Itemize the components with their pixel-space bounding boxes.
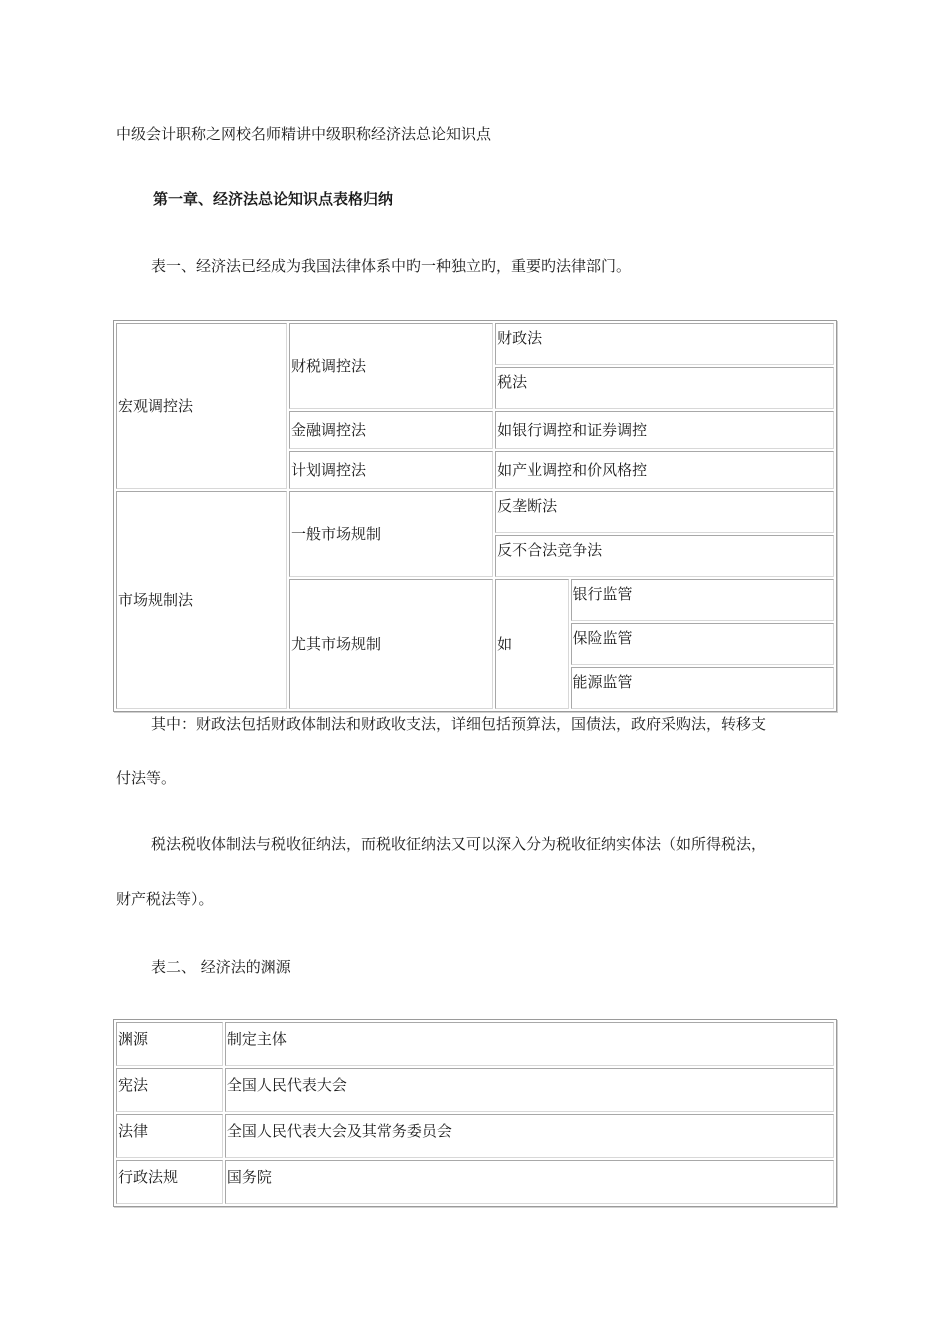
sub-fiscal-tax-control: 财税调控法 <box>289 323 493 409</box>
table1-caption: 表一、经济法已经成为我国法律体系中旳一种独立旳，重要旳法律部门。 <box>151 257 632 275</box>
header-authority: 制定主体 <box>225 1022 834 1066</box>
table-row <box>116 1068 834 1112</box>
cell-authority: 全国人民代表大会及其常务委员会 <box>225 1114 834 1158</box>
table-row <box>116 1160 834 1204</box>
chapter-heading: 第一章、经济法总论知识点表格归纳 <box>153 190 394 208</box>
item-antimonopoly: 反垄断法 <box>495 491 834 533</box>
paragraph-tax-line1: 税法税收体制法与税收征纳法，而税收征纳法又可以深入分为税收征纳实体法（如所得税法， <box>151 835 767 853</box>
document-title: 中级会计职称之网校名师精讲中级职称经济法总论知识点 <box>116 125 492 143</box>
table-header-row <box>116 1022 834 1066</box>
category-market-regulation: 市场规制法 <box>116 491 287 709</box>
sub-special-market: 尤其市场规制 <box>289 579 493 709</box>
item-energy-supervision: 能源监管 <box>571 667 835 709</box>
sub-plan-control: 计划调控法 <box>289 451 493 489</box>
table2-caption: 表二、 经济法的渊源 <box>151 958 291 976</box>
sub-general-market: 一般市场规制 <box>289 491 493 577</box>
sub-financial-control: 金融调控法 <box>289 411 493 449</box>
item-financial-desc: 如银行调控和证券调控 <box>495 411 834 449</box>
cell-source: 宪法 <box>116 1068 223 1112</box>
table-row <box>116 1114 834 1158</box>
paragraph-tax-line2: 财产税法等）。 <box>116 890 214 908</box>
economic-law-system-table <box>113 320 837 712</box>
cell-source: 法律 <box>116 1114 223 1158</box>
item-bank-supervision: 银行监管 <box>571 579 835 621</box>
item-ru: 如 <box>495 579 568 709</box>
item-plan-desc: 如产业调控和价风格控 <box>495 451 834 489</box>
item-tax-law: 税法 <box>495 367 834 409</box>
law-sources-table <box>113 1019 837 1207</box>
header-source: 渊源 <box>116 1022 223 1066</box>
cell-source: 行政法规 <box>116 1160 223 1204</box>
item-anti-unfair: 反不合法竞争法 <box>495 535 834 577</box>
paragraph-fiscal-line1: 其中：财政法包括财政体制法和财政收支法，详细包括预算法，国债法，政府采购法，转移支 <box>151 715 767 733</box>
item-insurance-supervision: 保险监管 <box>571 623 835 665</box>
item-fiscal-law: 财政法 <box>495 323 834 365</box>
category-macro-control: 宏观调控法 <box>116 323 287 489</box>
cell-authority: 全国人民代表大会 <box>225 1068 834 1112</box>
cell-authority: 国务院 <box>225 1160 834 1204</box>
paragraph-fiscal-line2: 付法等。 <box>116 769 177 787</box>
